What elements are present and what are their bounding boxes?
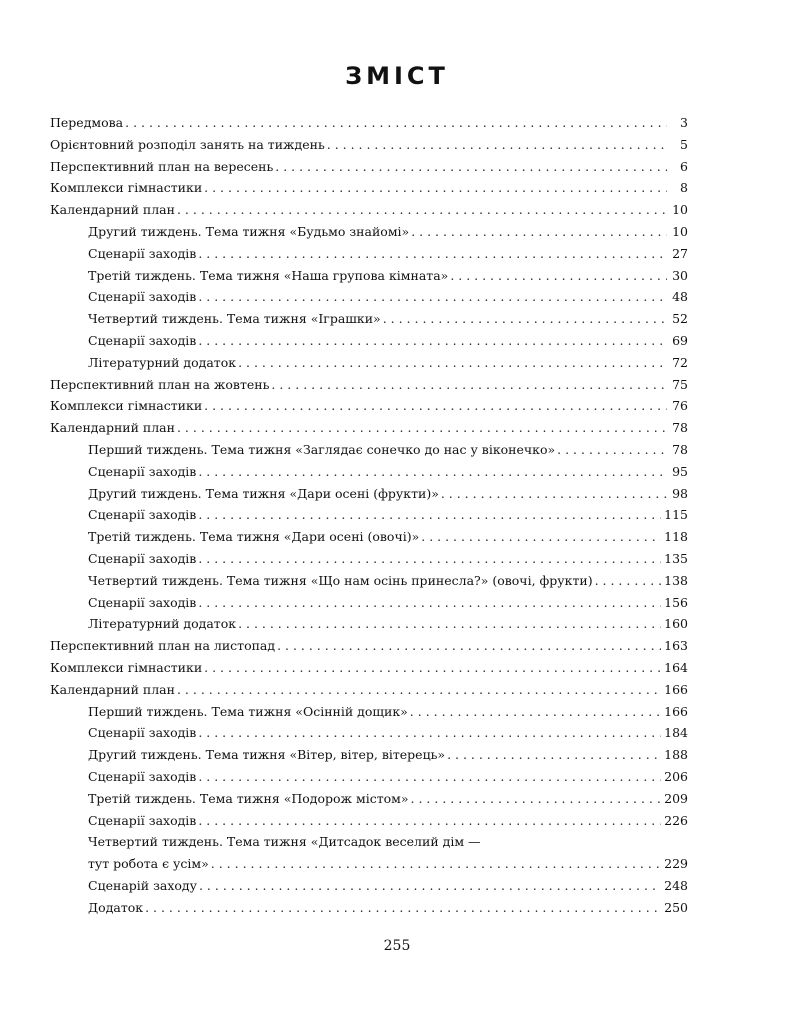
toc-entry-label: Перший тиждень. Тема тижня «Осінній дощик» [88,703,408,719]
toc-entry-label: Четвертий тиждень. Тема тижня «Що нам осінь принесла?» (овочі, фрукти) [88,572,593,588]
toc-entry-label: Другий тиждень. Тема тижня «Вітер, вітер, вітерець» [88,747,446,763]
toc-entry-page: 163 [664,638,688,654]
toc-entry-page: 160 [664,616,688,632]
toc-entry[interactable] [50,352,688,374]
toc-entry[interactable] [50,374,688,396]
toc-entry[interactable] [50,613,688,635]
toc-entry[interactable] [50,286,688,308]
toc-entry-label: Додаток [88,899,144,915]
toc-entry[interactable] [50,570,688,592]
toc-entry[interactable] [50,526,688,548]
toc-entry-page: 188 [664,747,688,763]
dot-leader [383,308,667,330]
toc-entry-label: Сценарій заходу [88,877,197,893]
toc-entry-page: 52 [672,311,688,327]
table-of-contents [50,112,688,918]
toc-entry[interactable] [50,766,688,788]
dot-leader [177,199,667,221]
dot-leader [204,657,661,679]
toc-entry-page: 72 [672,354,688,370]
dot-leader [421,526,661,548]
toc-entry-page: 30 [672,267,688,283]
toc-entry-page: 166 [664,703,688,719]
toc-entry[interactable] [50,417,688,439]
toc-entry-label: Сценарії заходів [88,463,197,479]
toc-entry-page: 209 [664,790,688,806]
toc-entry-label: Третій тиждень. Тема тижня «Подорож містом» [88,790,409,806]
dot-leader [198,504,661,526]
toc-entry[interactable] [50,701,688,723]
toc-entry[interactable] [50,592,688,614]
toc-entry-label: Сценарії заходів [88,812,197,828]
toc-entry[interactable] [50,439,688,461]
dot-leader [198,592,661,614]
toc-entry-page: 248 [664,877,688,893]
toc-entry-page: 6 [680,158,688,174]
toc-entry[interactable] [50,744,688,766]
dot-leader [411,788,662,810]
toc-entry-page: 229 [664,856,688,872]
toc-entry[interactable] [50,243,688,265]
dot-leader [198,722,661,744]
toc-entry[interactable] [50,897,688,919]
dot-leader [198,461,667,483]
toc-entry[interactable] [50,810,688,832]
dot-leader [450,265,667,287]
toc-entry[interactable] [50,679,688,701]
toc-entry-label: Другий тиждень. Тема тижня «Дари осені (фрукти)» [88,485,439,501]
toc-entry-page: 10 [672,223,688,239]
dot-leader [271,374,667,396]
dot-leader [441,483,667,505]
dot-leader [275,156,667,178]
toc-entry[interactable] [50,722,688,744]
toc-entry-label: Сценарії заходів [88,289,197,305]
toc-entry-label: Сценарії заходів [88,550,197,566]
toc-entry-page: 135 [664,550,688,566]
toc-entry[interactable] [50,134,688,156]
toc-entry-label: Четвертий тиждень. Тема тижня «Дитсадок веселий дім — [88,834,481,850]
dot-leader [410,701,661,723]
toc-entry-page: 206 [664,768,688,784]
toc-entry-label: Третій тиждень. Тема тижня «Дари осені (овочі)» [88,529,420,545]
dot-leader [125,112,667,134]
toc-entry-label: Календарний план [50,420,175,436]
toc-entry-page: 156 [664,594,688,610]
toc-entry-label: Календарний план [50,202,175,218]
toc-entry-label: Третій тиждень. Тема тижня «Наша групова кімната» [88,267,449,283]
toc-entry-page: 48 [672,289,688,305]
toc-entry[interactable] [50,483,688,505]
page-number: 255 [383,938,411,954]
toc-entry-label: Комплекси гімнастики [50,659,203,675]
toc-entry-label: Перспективний план на жовтень [50,376,270,392]
toc-entry[interactable] [50,657,688,679]
dot-leader [198,330,667,352]
dot-leader [411,221,667,243]
toc-entry-label: Передмова [50,115,124,130]
toc-entry[interactable] [50,199,688,221]
toc-entry-page: 250 [664,899,688,915]
toc-entry-page: 166 [664,681,688,697]
toc-entry-page: 69 [672,332,688,348]
dot-leader [238,613,661,635]
toc-entry-label: Четвертий тиждень. Тема тижня «Іграшки» [88,311,381,327]
toc-entry-label: Сценарії заходів [88,768,197,784]
toc-entry[interactable] [50,548,688,570]
dot-leader [447,744,661,766]
toc-entry-label: Літературний додаток [88,354,237,370]
toc-entry-page: 118 [664,529,688,545]
toc-entry-label: тут робота є усім» [88,856,209,872]
toc-entry[interactable] [50,461,688,483]
toc-entry-continuation[interactable] [50,853,688,875]
toc-entry-page: 5 [680,136,688,152]
toc-entry[interactable] [50,112,688,134]
toc-entry-page: 27 [672,245,688,261]
toc-entry[interactable] [50,395,688,417]
dot-leader [557,439,667,461]
toc-entry-page: 98 [672,485,688,501]
toc-entry-label: Сценарії заходів [88,245,197,261]
page-title: ЗМІСТ [345,62,449,90]
toc-entry-label: Другий тиждень. Тема тижня «Будьмо знайомі» [88,223,410,239]
toc-entry-label: Перший тиждень. Тема тижня «Заглядає сонечко до нас у віконечко» [88,441,556,457]
toc-entry[interactable] [50,875,688,897]
dot-leader [238,352,667,374]
dot-leader [177,679,661,701]
toc-entry-page: 226 [664,812,688,828]
toc-entry-page: 78 [672,420,688,436]
dot-leader [198,243,667,265]
toc-entry-label: Календарний план [50,681,175,697]
dot-leader [595,570,662,592]
toc-entry-page: 10 [672,202,688,218]
toc-entry-label: Сценарії заходів [88,594,197,610]
toc-entry[interactable] [50,504,688,526]
toc-entry[interactable] [50,308,688,330]
toc-entry-page: 75 [672,376,688,392]
dot-leader [198,766,661,788]
toc-entry-label: Перспективний план на листопад [50,638,276,654]
dot-leader [145,897,661,919]
toc-entry-page: 115 [664,507,688,523]
dot-leader [204,395,667,417]
toc-entry[interactable] [50,221,688,243]
toc-entry-page: 184 [664,725,688,741]
toc-entry-label: Комплекси гімнастики [50,180,203,196]
dot-leader [199,875,661,897]
toc-entry-label: Літературний додаток [88,616,237,632]
dot-leader [211,853,661,875]
dot-leader [198,548,661,570]
toc-entry[interactable] [50,177,688,199]
toc-entry-page: 164 [664,659,688,675]
toc-entry[interactable] [50,265,688,287]
toc-entry-page: 78 [672,441,688,457]
toc-entry-label: Комплекси гімнастики [50,398,203,414]
toc-entry[interactable] [50,156,688,178]
toc-entry[interactable] [50,330,688,352]
toc-entry-label: Сценарії заходів [88,725,197,741]
toc-entry-label: Сценарії заходів [88,507,197,523]
toc-entry-label: Сценарії заходів [88,332,197,348]
toc-entry-page: 8 [680,180,688,196]
dot-leader [327,134,667,156]
dot-leader [198,286,667,308]
dot-leader [277,635,661,657]
dot-leader [204,177,667,199]
toc-entry-page: 95 [672,463,688,479]
dot-leader [177,417,667,439]
toc-entry-page: 138 [664,572,688,588]
toc-entry-label: Орієнтовний розподіл занять на тиждень [50,136,325,152]
toc-entry[interactable] [50,788,688,810]
toc-entry[interactable] [50,831,688,853]
toc-entry-page: 76 [672,398,688,414]
dot-leader [198,810,661,832]
toc-entry-page: 3 [680,115,688,130]
toc-entry[interactable] [50,635,688,657]
toc-entry-label: Перспективний план на вересень [50,158,274,174]
